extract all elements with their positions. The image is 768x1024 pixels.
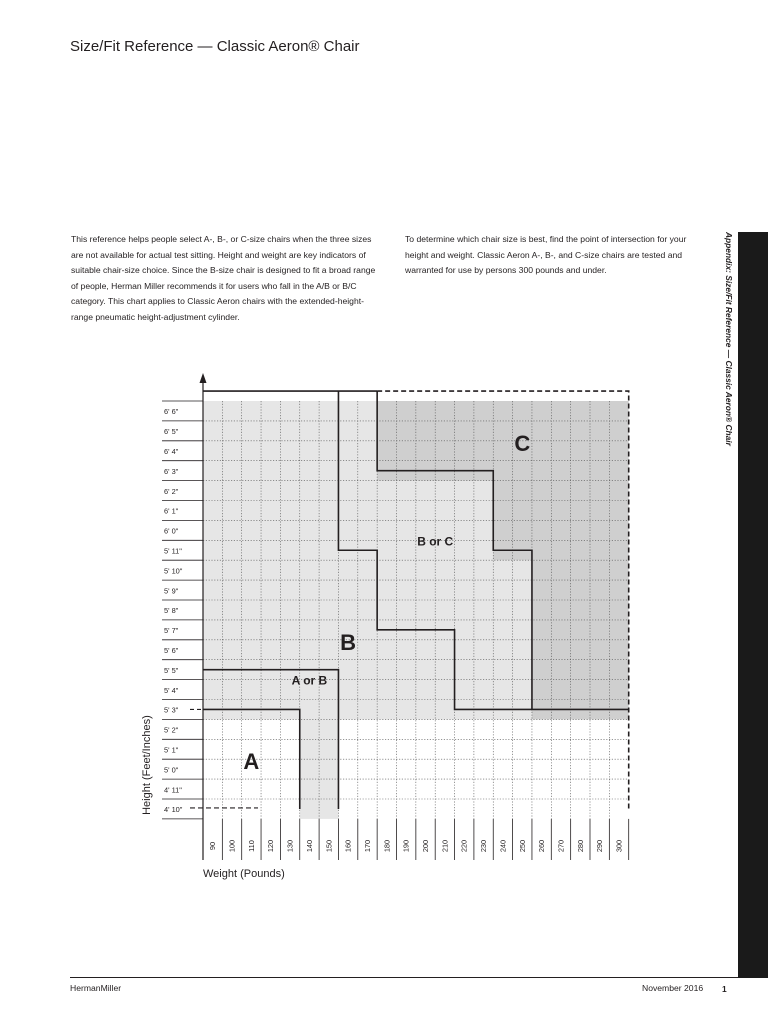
y-tick-label: 5' 10" [164,566,183,576]
x-tick-label: 110 [246,840,256,852]
region-a-cell [203,719,300,739]
footer-date: November 2016 [642,983,704,993]
region-label-b: B [340,629,357,655]
y-axis-arrow-icon [200,373,207,383]
y-tick-label: 4' 10" [164,805,183,815]
y-tick-label: 5' 5" [164,665,179,675]
y-tick-label: 6' 6" [164,407,179,417]
region-c-cell [532,640,629,660]
region-c-cell [493,501,628,521]
y-tick-label: 6' 3" [164,466,179,476]
region-b-cell [203,461,338,481]
intro-paragraph-left: This reference helps people select A-, B-, or C-size chairs when the three sizes are not available for actual test sitting. Height and weight are key indicators of suitable chair-size choice. Since the B-size chair is designed to fit a broad range of people, Herman Miller recommends it for users who fall in the A/B or B/C category. This chart applies to Classic Aeron chairs with the extended-height-range pneumatic height-adjustment cylinder. [71,234,376,322]
region-label-a-or-b: A or B [291,673,328,688]
region-b-cell [203,560,377,580]
y-axis-label: Height (Feet/Inches) [141,715,153,815]
y-tick-label: 5' 4" [164,685,179,695]
region-b-cell [203,421,338,441]
region-a-cell [203,779,300,799]
y-tick-label: 5' 8" [164,606,179,616]
region-c-cell [532,560,629,580]
x-tick-label: 180 [382,839,392,853]
region-b-cell [203,520,338,540]
x-tick-label: 120 [266,839,276,853]
x-tick-label: 160 [343,839,353,853]
y-tick-label: 6' 2" [164,486,179,496]
y-tick-label: 5' 9" [164,586,179,596]
region-c-cell [493,520,628,540]
region-label-c: C [514,430,531,456]
region-c-cell [532,660,629,680]
y-tick-label: 4' 11" [164,785,182,795]
side-section-label: Appendix: Size/Fit Reference — Classic Aeron® Chair [724,232,734,446]
region-label-b-or-c: B or C [417,534,454,549]
x-tick-label: 90 [208,841,218,851]
x-tick-label: 150 [324,839,334,853]
region-c-cell [532,620,629,640]
page-number: 1 [722,984,727,994]
region-label-a: A [243,749,260,775]
y-tick-label: 5' 7" [164,626,179,636]
x-tick-label: 140 [304,839,314,853]
x-tick-label: 130 [285,839,295,853]
y-tick-label: 5' 6" [164,646,179,655]
region-b-or-c-cell [338,481,493,501]
x-tick-label: 200 [421,839,431,853]
y-tick-label: 6' 5" [164,427,179,437]
x-tick-label: 300 [614,839,624,853]
x-tick-label: 100 [227,839,237,853]
y-tick-label: 6' 1" [164,506,179,516]
region-a-or-b-cell [300,759,339,779]
footer-rule [70,977,738,978]
y-tick-label: 6' 0" [164,526,179,536]
region-b-cell [203,401,338,421]
region-b-cell [203,640,455,660]
region-b-cell [203,481,338,501]
x-tick-label: 230 [479,839,489,853]
region-c-cell [377,441,629,461]
x-tick-label: 190 [401,839,411,853]
region-c-cell [377,421,629,441]
x-tick-label: 270 [556,839,566,853]
y-tick-label: 5' 2" [164,725,179,735]
x-tick-label: 240 [498,839,508,853]
y-tick-label: 5' 1" [164,745,179,755]
x-tick-label: 250 [517,839,527,853]
x-tick-label: 210 [440,839,450,853]
region-c-cell [532,680,629,700]
region-c-cell [377,401,629,421]
region-b-cell [203,580,377,600]
region-c-cell [532,600,629,620]
region-b-cell [203,600,377,620]
page-title: Size/Fit Reference — Classic Aeron® Chair [70,38,360,55]
x-axis-label: Weight (Pounds) [203,868,285,880]
footer-brand: HermanMiller [70,983,122,993]
region-b-cell [203,540,338,560]
intro-paragraph-right: To determine which chair size is best, find the point of intersection for your height and weight. Classic Aeron A-, B-, and C-size chairs are tested and warranted for use by persons 300 pounds and under. [405,234,687,276]
x-tick-label: 260 [537,839,547,853]
y-tick-label: 5' 0" [164,765,179,775]
region-b-cell [203,441,338,461]
region-c-cell [493,481,628,501]
x-tick-label: 170 [362,839,372,853]
x-tick-label: 220 [459,839,469,853]
region-b-or-c-cell [455,660,532,680]
y-tick-label: 5' 11" [164,546,182,556]
y-tick-label: 5' 3" [164,705,179,715]
x-tick-label: 280 [575,839,585,853]
y-tick-label: 6' 4" [164,447,179,456]
region-c-cell [532,580,629,600]
x-tick-label: 290 [595,839,605,853]
region-a-cell [203,799,300,819]
region-b-cell [203,501,338,521]
